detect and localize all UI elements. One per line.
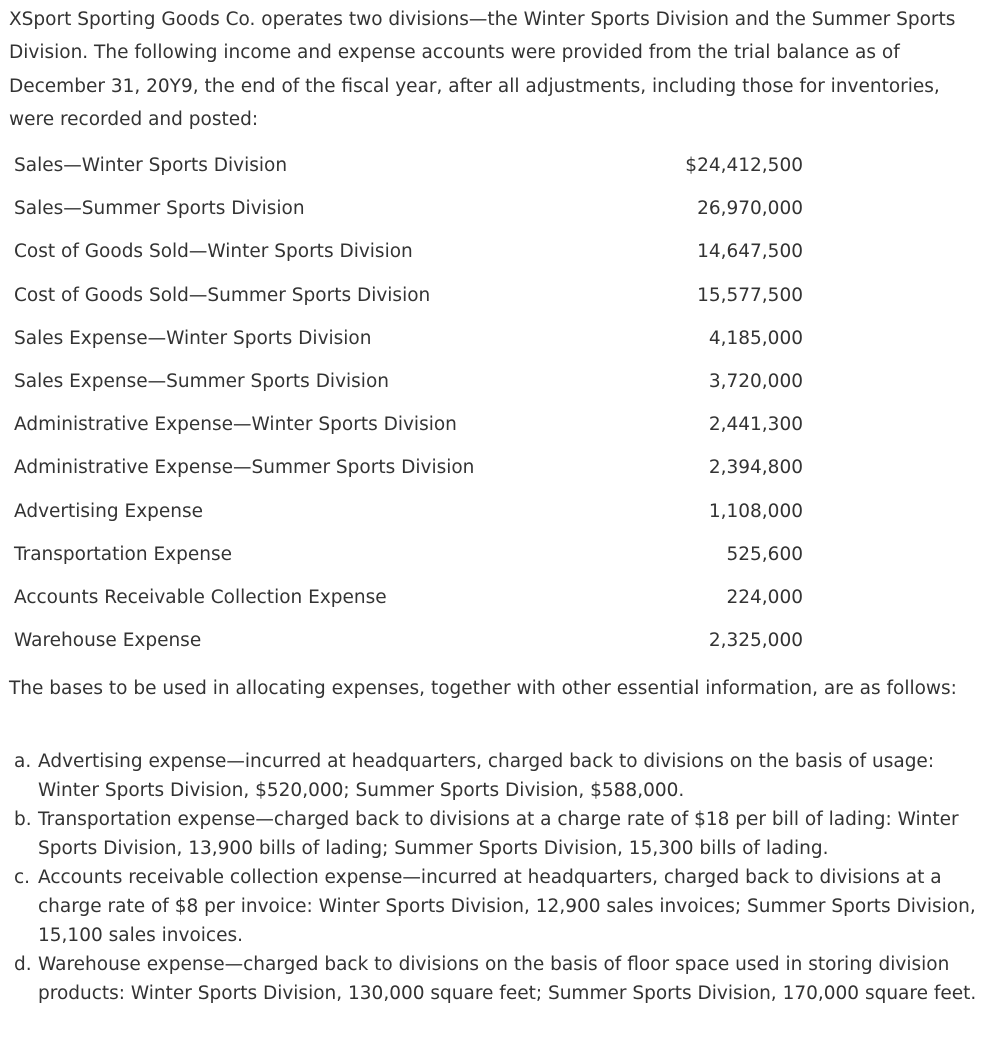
account-row — [0, 620, 986, 663]
account-amount: 15,577,500 — [697, 284, 803, 306]
bases-intro-paragraph: The bases to be used in allocating expenses, together with other essential information, are as follows: — [9, 678, 957, 699]
list-marker: d. — [14, 954, 32, 975]
list-item-text: Advertising expense—incurred at headquarters, charged back to divisions on the basis of usage: Winter Sports Division, $520,000; Summer Sports Division, $588,000. — [38, 751, 935, 801]
account-amount: 2,325,000 — [708, 630, 803, 652]
account-row — [0, 491, 986, 534]
list-item — [0, 863, 986, 950]
account-label: Sales Expense—Winter Sports Division — [14, 327, 372, 349]
account-row — [0, 318, 986, 361]
account-row — [0, 231, 986, 274]
account-row — [0, 188, 986, 231]
account-amount: 2,441,300 — [708, 414, 803, 436]
account-label: Sales—Summer Sports Division — [14, 198, 305, 220]
account-label: Cost of Goods Sold—Summer Sports Division — [14, 284, 431, 306]
account-amount: 14,647,500 — [697, 241, 803, 263]
intro-paragraph: XSport Sporting Goods Co. operates two divisions—the Winter Sports Division and the Summer Sports Division. The following income and expense accounts were provided from the trial balance as of December 31, 20Y9, the end of the fiscal year, after all adjustments, including those for inventories, were recorded and posted: — [9, 9, 956, 130]
allocation-bases-list — [0, 747, 986, 1008]
account-label: Administrative Expense—Summer Sports Division — [14, 457, 475, 479]
list-marker: b. — [14, 809, 32, 830]
account-row — [0, 404, 986, 447]
account-row — [0, 145, 986, 188]
account-row — [0, 275, 986, 318]
trial-balance-accounts — [0, 145, 986, 663]
account-label: Transportation Expense — [14, 543, 232, 565]
account-label: Administrative Expense—Winter Sports Division — [14, 414, 457, 436]
account-amount: 224,000 — [726, 586, 803, 608]
account-row — [0, 577, 986, 620]
list-item — [0, 805, 986, 863]
account-label: Accounts Receivable Collection Expense — [14, 586, 387, 608]
account-label: Sales—Winter Sports Division — [14, 155, 288, 176]
account-row — [0, 361, 986, 404]
list-item-text: Transportation expense—charged back to divisions at a charge rate of $18 per bill of lading: Winter Sports Division, 13,900 bills of lading; Summer Sports Division, 15,300 bills of lading. — [38, 809, 959, 859]
account-amount: 525,600 — [726, 543, 803, 565]
account-amount: 3,720,000 — [708, 370, 803, 392]
account-label: Sales Expense—Summer Sports Division — [14, 370, 389, 392]
account-amount: $24,412,500 — [685, 155, 803, 176]
list-item-text: Warehouse expense—charged back to divisions on the basis of floor space used in storing division products: Winter Sports Division, 130,000 square feet; Summer Sports Division, 170,000 square feet. — [38, 954, 977, 1004]
account-amount: 4,185,000 — [708, 327, 803, 349]
account-label: Advertising Expense — [14, 500, 204, 522]
list-item — [0, 950, 986, 1008]
account-label: Warehouse Expense — [14, 630, 202, 652]
list-marker: a. — [14, 751, 32, 772]
list-item-text: Accounts receivable collection expense—incurred at headquarters, charged back to divisions at a charge rate of $8 per invoice: Winter Sports Division, 12,900 sales invoices; Summer Sports Division, 15,100 sales invoices. — [38, 867, 976, 946]
account-row — [0, 447, 986, 490]
account-amount: 26,970,000 — [697, 198, 803, 220]
account-amount: 2,394,800 — [708, 457, 803, 479]
account-row — [0, 534, 986, 577]
account-label: Cost of Goods Sold—Winter Sports Division — [14, 241, 413, 263]
account-amount: 1,108,000 — [708, 500, 803, 522]
list-item — [0, 747, 986, 805]
list-marker: c. — [14, 867, 31, 888]
